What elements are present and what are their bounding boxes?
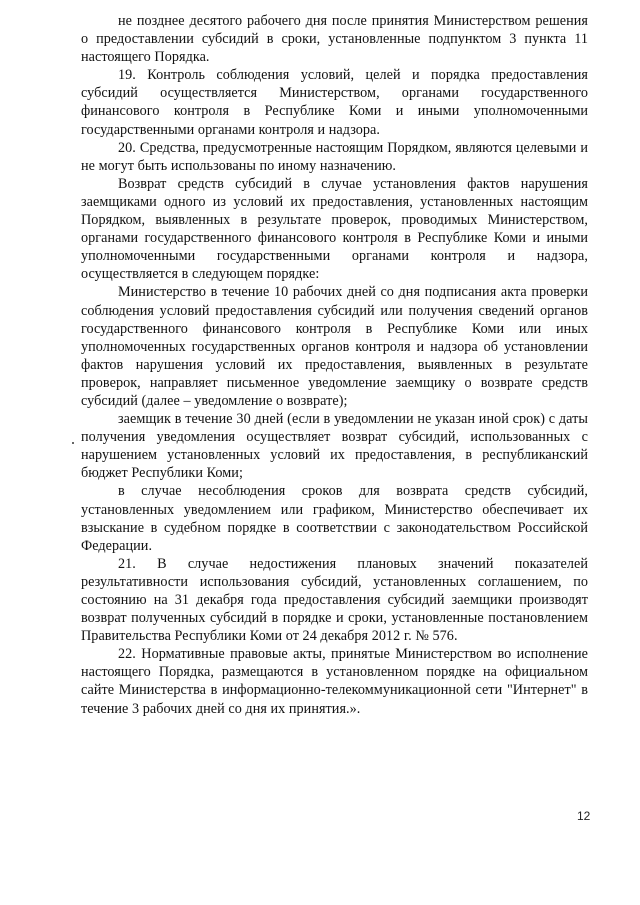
paragraph-20-target-funds: 20. Средства, предусмотренные настоящим Порядком, являются целевыми и не могут быть использованы по иному назначению. [81,139,588,174]
paragraph-refund-procedure: Возврат средств субсидий в случае установления фактов нарушения заемщиками одного из условий их предоставления, установленных настоящим Порядком, выявленных в результате проверок, проводимых Министерством, органами государственного финансового контроля в Республике Коми и иными уполномоченными государственными органами контроля и надзора, осуществляется в следующем порядке: [81,175,588,283]
paragraph-21-indicators: 21. В случае недостижения плановых значений показателей результативности использования субсидий, установленных соглашением, по состоянию на 31 декабря года предоставления субсидий заемщики производят возврат полученных субсидий в порядке и сроки, установленные постановлением Правительства Республики Коми от 24 декабря 2012 г. № 576. [81,555,588,645]
scan-speck [72,442,74,444]
paragraph-continuation: не позднее десятого рабочего дня после принятия Министерством решения о предоставлении субсидий в сроки, установленные подпунктом 3 пункта 11 настоящего Порядка. [81,13,588,66]
paragraph-ministry-notice: Министерство в течение 10 рабочих дней со дня подписания акта проверки соблюдения условий предоставления субсидий или получения сведений органов государственного финансового контроля в Республике Коми или иных уполномоченных государственных органов контроля и надзора об установлении фактов нарушения условий их предоставления, выявленных в результате проверок, направляет письменное уведомление заемщику о возврате средств субсидий (далее – уведомление о возврате); [81,284,588,409]
document-body [81,12,588,718]
paragraph-court-recovery: в случае несоблюдения сроков для возврата средств субсидий, установленных уведомлением или графиком, Министерство обеспечивает их взыскание в судебном порядке в соответствии с законодательством Российской Федерации. [81,483,588,554]
paragraph-borrower-refund: заемщик в течение 30 дней (если в уведомлении не указан иной срок) с даты получения уведомления осуществляет возврат субсидий, использованных с нарушением установленных условий их предоставления, в республиканский бюджет Республики Коми; [81,411,588,482]
paragraph-19-control: 19. Контроль соблюдения условий, целей и порядка предоставления субсидий осуществляется Министерством, органами государственного финансового контроля в Республике Коми и иными уполномоченными государственными органами контроля и надзора. [81,67,588,138]
paragraph-22-legal-acts: 22. Нормативные правовые акты, принятые Министерством во исполнение настоящего Порядка, размещаются в установленном порядке на официальном сайте Министерства в информационно-телекоммуникационной сети "Интернет" в течение 3 рабочих дней со дня их принятия.». [81,646,588,717]
page-number: 12 [577,809,591,823]
